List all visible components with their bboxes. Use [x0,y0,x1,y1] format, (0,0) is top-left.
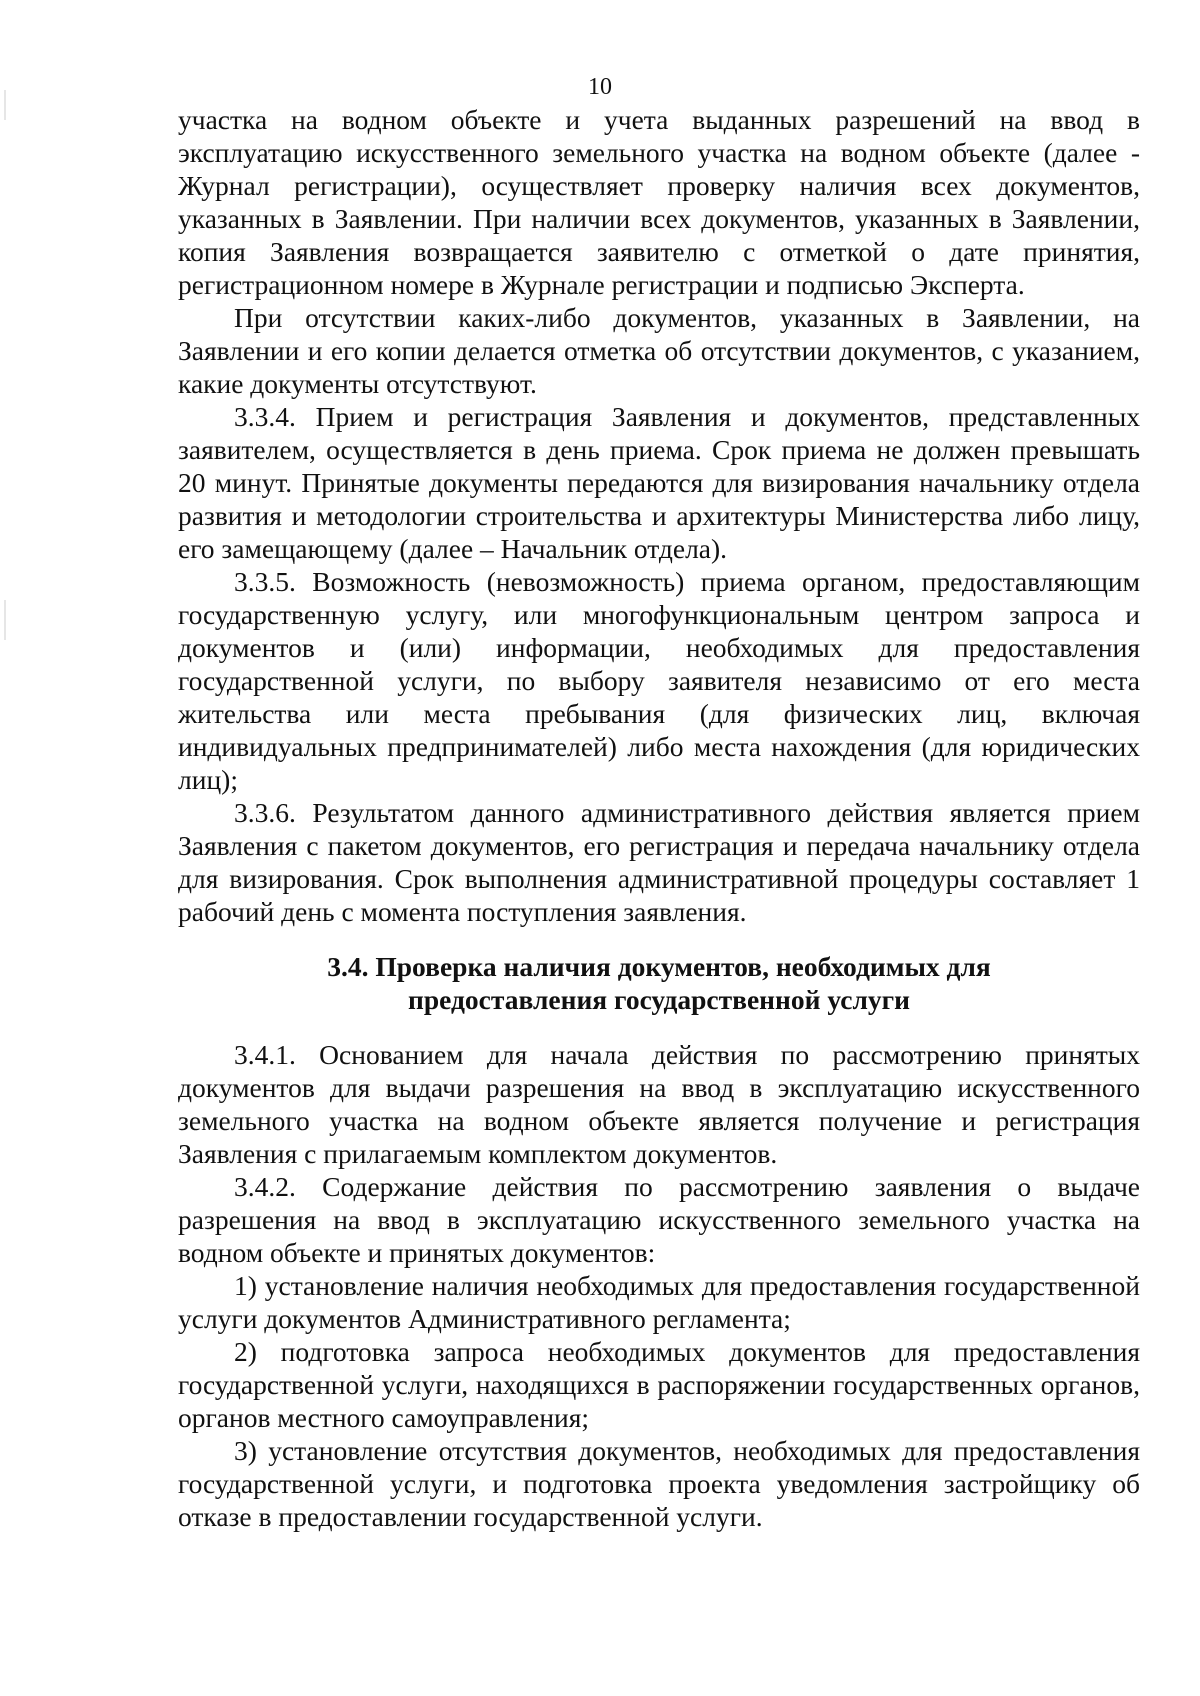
section-heading-3-4 [178,950,1140,1016]
page-number: 10 [588,74,612,100]
section-heading-line: 3.4. Проверка наличия документов, необходимых для [327,951,991,982]
paragraph-3-4-2: 3.4.2. Содержание действия по рассмотрению заявления о выдаче разрешения на ввод в эксплуатацию искусственного земельного участка на водном объекте и принятых документов: [178,1171,1140,1268]
list-item-3: 3) установление отсутствия документов, необходимых для предоставления государственной услуги, и подготовка проекта уведомления застройщику об отказе в предоставлении государственной услуги. [178,1435,1140,1532]
paragraph-3-3-6: 3.3.6. Результатом данного административного действия является прием Заявления с пакетом документов, его регистрация и передача начальнику отдела для визирования. Срок выполнения административной процедуры составляет 1 рабочий день с момента поступления заявления. [178,797,1140,927]
paragraph-continuation: участка на водном объекте и учета выданных разрешений на ввод в эксплуатацию искусственного земельного участка на водном объекте (далее - Журнал регистрации), осуществляет проверку наличия всех документов, указанных в Заявлении. При наличии всех документов, указанных в Заявлении, копия Заявления возвращается заявителю с отметкой о дате принятия, регистрационном номере в Журнале регистрации и подписью Эксперта. [178,104,1140,300]
list-item-2: 2) подготовка запроса необходимых документов для предоставления государственной услуги, находящихся в распоряжении государственных органов, органов местного самоуправления; [178,1336,1140,1433]
document-body [178,103,1140,1533]
paragraph-missing-documents: При отсутствии каких-либо документов, указанных в Заявлении, на Заявлении и его копии делается отметка об отсутствии документов, с указанием, какие документы отсутствуют. [178,302,1140,399]
paragraph-3-3-5: 3.3.5. Возможность (невозможность) приема органом, предоставляющим государственную услугу, или многофункциональным центром запроса и документов и (или) информации, необходимых для предоставления государственной услуги, по выбору заявителя независимо от его места жительства или места пребывания (для физических лиц, включая индивидуальных предпринимателей) либо места нахождения (для юридических лиц); [178,566,1140,795]
section-heading-line: предоставления государственной услуги [408,984,910,1015]
paragraph-3-3-4: 3.3.4. Прием и регистрация Заявления и документов, представленных заявителем, осуществляется в день приема. Срок приема не должен превышать 20 минут. Принятые документы передаются для визирования начальнику отдела развития и методологии строительства и архитектуры Министерства либо лицу, его замещающему (далее – Начальник отдела). [178,401,1140,564]
list-item-1: 1) установление наличия необходимых для предоставления государственной услуги документов Административного регламента; [178,1270,1140,1334]
scan-artifact [4,600,6,640]
paragraph-3-4-1: 3.4.1. Основанием для начала действия по рассмотрению принятых документов для выдачи разрешения на ввод в эксплуатацию искусственного земельного участка на водном объекте является получение и регистрация Заявления с прилагаемым комплектом документов. [178,1039,1140,1169]
